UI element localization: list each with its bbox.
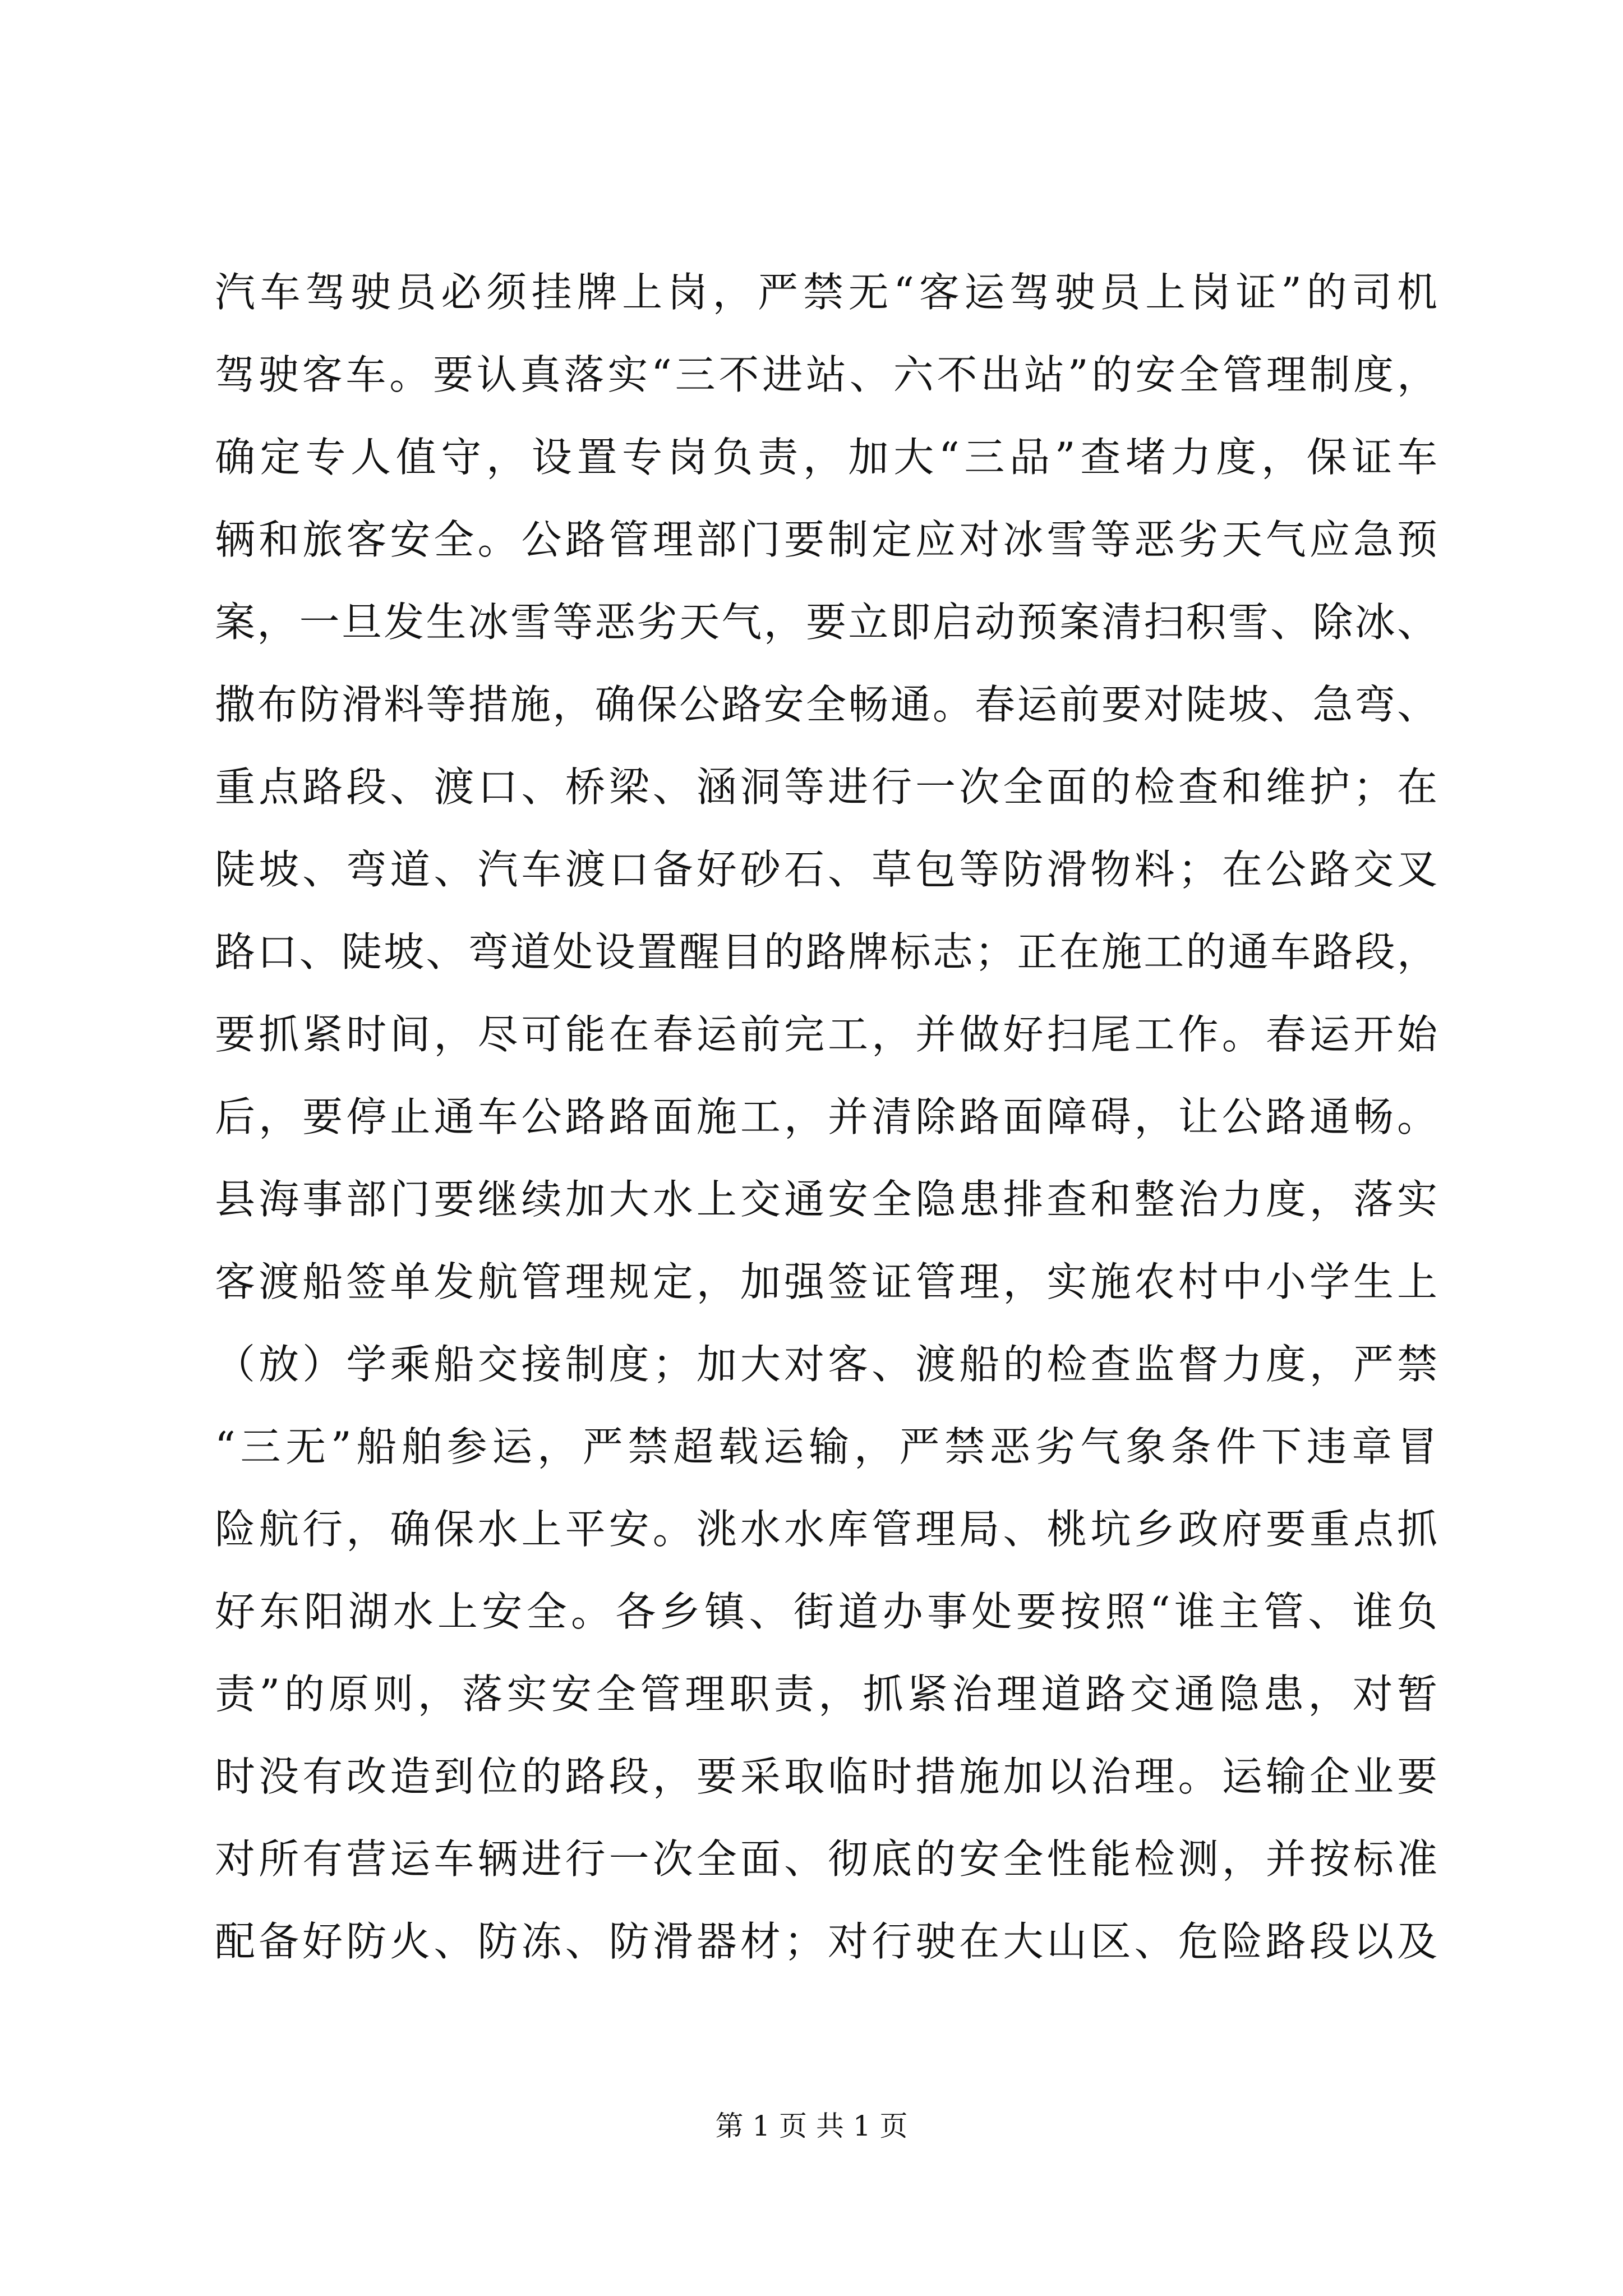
text-line: 重点路段、渡口、桥梁、涵洞等进行一次全面的检查和维护；在 <box>215 763 1437 811</box>
page-footer: 第 1 页 共 1 页 <box>715 2110 908 2142</box>
text-line: 陡坡、弯道、汽车渡口备好砂石、草包等防滑物料；在公路交叉 <box>215 846 1437 893</box>
text-line: 驾驶客车。要认真落实“三不进站、六不出站”的安全管理制度， <box>215 351 1437 398</box>
text-line: 撒布防滑料等措施，确保公路安全畅通。春运前要对陡坡、急弯、 <box>215 681 1437 728</box>
text-line: 客渡船签单发航管理规定，加强签证管理，实施农村中小学生上 <box>215 1258 1437 1305</box>
text-line: 后，要停止通车公路路面施工，并清除路面障碍，让公路通畅。 <box>215 1093 1437 1140</box>
body-text <box>215 251 1437 1983</box>
text-line: 确定专人值守，设置专岗负责，加大“三品”查堵力度，保证车 <box>215 434 1437 481</box>
text-line: 路口、陡坡、弯道处设置醒目的路牌标志；正在施工的通车路段， <box>215 928 1437 976</box>
text-line: 配备好防火、防冻、防滑器材；对行驶在大山区、危险路段以及 <box>215 1918 1437 1965</box>
text-line: 案，一旦发生冰雪等恶劣天气，要立即启动预案清扫积雪、除冰、 <box>215 599 1437 646</box>
text-line: 对所有营运车辆进行一次全面、彻底的安全性能检测，并按标准 <box>215 1835 1437 1883</box>
text-line: （放）学乘船交接制度；加大对客、渡船的检查监督力度，严禁 <box>215 1341 1437 1388</box>
text-line: 汽车驾驶员必须挂牌上岗，严禁无“客运驾驶员上岗证”的司机 <box>215 269 1437 316</box>
text-line: 责”的原则，落实安全管理职责，抓紧治理道路交通隐患，对暂 <box>215 1671 1437 1718</box>
text-line: 时没有改造到位的路段，要采取临时措施加以治理。运输企业要 <box>215 1753 1437 1800</box>
text-line: “三无”船舶参运，严禁超载运输，严禁恶劣气象条件下违章冒 <box>215 1423 1437 1470</box>
text-line: 要抓紧时间，尽可能在春运前完工，并做好扫尾工作。春运开始 <box>215 1011 1437 1058</box>
text-line: 辆和旅客安全。公路管理部门要制定应对冰雪等恶劣天气应急预 <box>215 516 1437 563</box>
text-line: 县海事部门要继续加大水上交通安全隐患排查和整治力度，落实 <box>215 1176 1437 1223</box>
text-line: 好东阳湖水上安全。各乡镇、街道办事处要按照“谁主管、谁负 <box>215 1588 1437 1635</box>
text-line: 险航行，确保水上平安。洮水水库管理局、桃坑乡政府要重点抓 <box>215 1506 1437 1553</box>
